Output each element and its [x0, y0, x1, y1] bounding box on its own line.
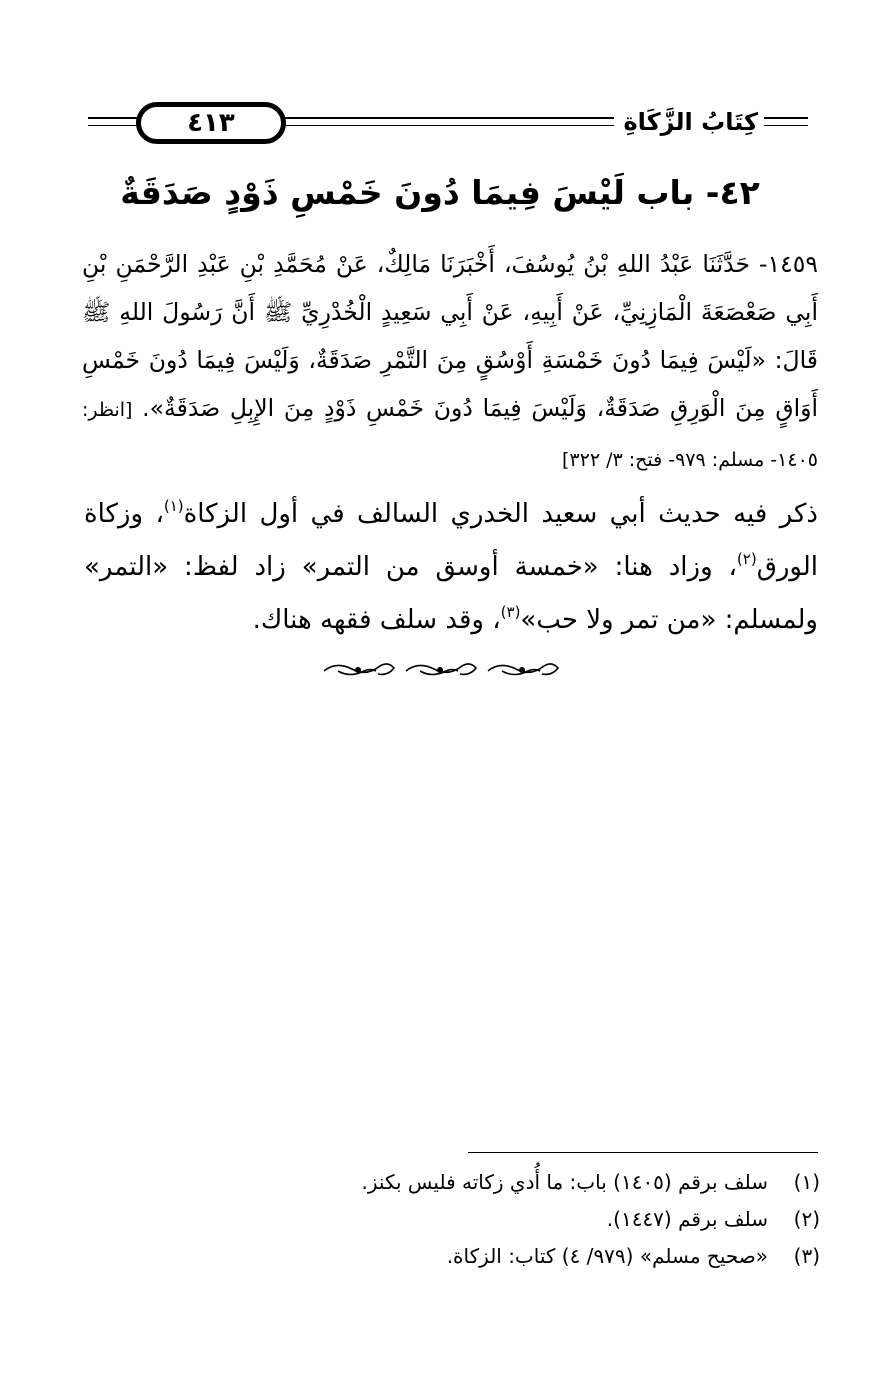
footnote-text: سلف برقم (١٤٤٧). [606, 1207, 768, 1231]
header-rule-left-thin [88, 125, 140, 126]
footnote-number: (١) [793, 1170, 820, 1194]
commentary-paragraph [84, 488, 818, 647]
commentary-part-3: ، وزاد هنا: «خمسة أوسق من التمر» زاد لفظ: «التمر» ولمسلم: «من تمر ولا حب» [84, 552, 818, 635]
footnote-number: (٣) [793, 1244, 820, 1268]
chapter-heading: ٤٢- باب لَيْسَ فِيمَا دُونَ خَمْسِ ذَوْدٍ صَدَقَةٌ [120, 173, 760, 212]
footnote-text: «صحيح مسلم» (٩٧٩/ ٤) كتاب: الزكاة. [446, 1244, 768, 1268]
page-header [88, 96, 808, 152]
footnote-marker-2[interactable]: (٢) [736, 550, 757, 568]
hadith-body: ١٤٥٩- حَدَّثَنَا عَبْدُ اللهِ بْنُ يُوسُفَ، أَخْبَرَنَا مَالِكٌ، عَنْ مُحَمَّدِ بْنِ عَبْدِ الرَّحْمَنِ بْنِ أَبِي صَعْصَعَةَ الْمَازِنِيِّ، عَنْ أَبِيهِ، عَنْ أَبِي سَعِيدٍ الْخُدْرِيِّ ﷺ أَنَّ رَسُولَ اللهِ ﷺ قَالَ: «لَيْسَ فِيمَا دُونَ خَمْسَةِ أَوْسُقٍ مِنَ التَّمْرِ صَدَقَةٌ، وَلَيْسَ فِيمَا دُونَ خَمْسِ أَوَاقٍ مِنَ الْوَرِقِ صَدَقَةٌ، وَلَيْسَ فِيمَا دُونَ خَمْسِ ذَوْدٍ مِنَ الإِبِلِ صَدَقَةٌ». [82, 250, 818, 422]
header-rule-right-thin [764, 125, 808, 126]
book-title: كِتَابُ الزَّكَاةِ [623, 108, 758, 136]
page-number: ٤١٣ [187, 108, 235, 138]
footnote-3 [200, 1238, 820, 1275]
footnote-number: (٢) [793, 1207, 820, 1231]
footnote-1 [200, 1164, 820, 1201]
header-rule-middle-thin [284, 125, 614, 126]
commentary-part-1: ذكر فيه حديث أبي سعيد الخدري السالف في أول الزكاة [183, 499, 818, 529]
footnote-2 [200, 1201, 820, 1238]
footnotes [200, 1164, 820, 1275]
ornament-divider-icon [318, 656, 566, 686]
hadith-reference: [انظر: ١٤٠٥- مسلم: ٩٧٩- فتح: ٣/ ٣٢٢] [82, 399, 818, 471]
page-number-badge [136, 102, 286, 144]
header-rule-right [764, 117, 808, 119]
footnote-separator [468, 1152, 818, 1153]
header-rule-middle [284, 117, 614, 119]
hadith-text [82, 240, 818, 484]
commentary-part-2: ، وزكاة الورق [84, 499, 818, 582]
footnote-marker-3[interactable]: (٣) [500, 603, 521, 621]
footnote-marker-1[interactable]: (١) [163, 497, 184, 515]
footnote-text: سلف برقم (١٤٠٥) باب: ما أُدي زكاته فليس بكنز. [361, 1170, 768, 1194]
commentary-part-4: ، وقد سلف فقهه هناك. [252, 605, 501, 635]
header-rule-left [88, 117, 140, 119]
